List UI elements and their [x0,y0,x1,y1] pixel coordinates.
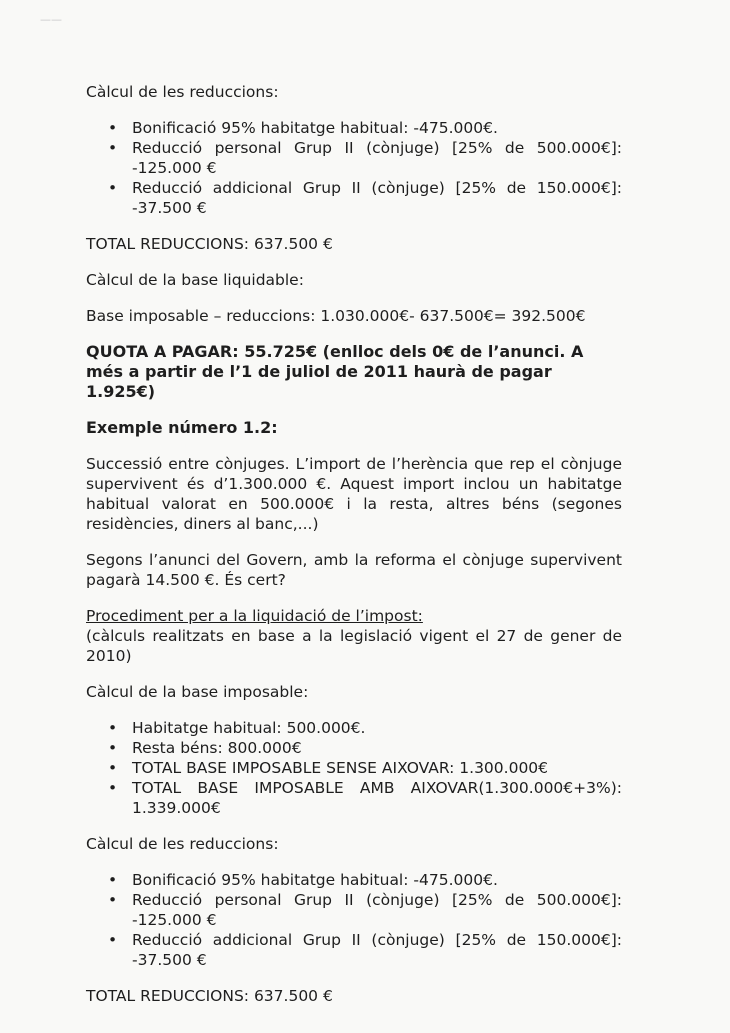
reduccions-list-2 [86,870,622,970]
reduccions-heading-2: Càlcul de les reduccions: [86,835,279,853]
list-item: • TOTAL BASE IMPOSABLE AMB AIXOVAR(1.300.000€+3%): 1.339.000€ [132,778,622,818]
list-item: • Habitatge habitual: 500.000€. [132,718,622,738]
list-item: • Reducció personal Grup II (cònjuge) [25% de 500.000€]: -125.000 € [132,138,622,178]
list-item: • Resta béns: 800.000€ [132,738,622,758]
scan-mark: —— [40,13,62,26]
list-item: • Bonificació 95% habitatge habitual: -475.000€. [132,870,622,890]
base-liquidable-heading: Càlcul de la base liquidable: [86,271,304,289]
quota-a-pagar: QUOTA A PAGAR: 55.725€ (enlloc dels 0€ de l’anunci. A més a partir de l’1 de juliol de 2011 haurà de pagar 1.925€) [86,342,584,401]
reduccions-heading-1: Càlcul de les reduccions: [86,83,279,101]
list-item: • Bonificació 95% habitatge habitual: -475.000€. [132,118,622,138]
list-item: • TOTAL BASE IMPOSABLE SENSE AIXOVAR: 1.300.000€ [132,758,622,778]
list-item: • Reducció addicional Grup II (cònjuge) [25% de 150.000€]: -37.500 € [132,930,622,970]
reduccions-list-1 [86,118,622,218]
procedure-title: Procediment per a la liquidació de l’impost: [86,607,423,625]
example-description: Successió entre cònjuges. L’import de l’herència que rep el cònjuge supervivent és d’1.300.000 €. Aquest import inclou un habitatge habitual valorat en 500.000€ i la resta, altres béns (segones residències, diners al banc,...) [86,455,622,533]
example-title: Exemple número 1.2: [86,418,278,437]
document-body [86,82,622,1022]
base-liquidable-calc: Base imposable – reduccions: 1.030.000€- 637.500€= 392.500€ [86,307,586,325]
list-item: • Reducció addicional Grup II (cònjuge) [25% de 150.000€]: -37.500 € [132,178,622,218]
total-reduccions-2: TOTAL REDUCCIONS: 637.500 € [86,987,333,1005]
procedure-block [86,606,622,666]
base-imposable-list [86,718,622,818]
total-reduccions-1: TOTAL REDUCCIONS: 637.500 € [86,235,333,253]
example-question: Segons l’anunci del Govern, amb la reforma el cònjuge supervivent pagarà 14.500 €. És cert? [86,551,622,589]
base-imposable-heading: Càlcul de la base imposable: [86,683,309,701]
procedure-note: (càlculs realitzats en base a la legislació vigent el 27 de gener de 2010) [86,627,622,665]
list-item: • Reducció personal Grup II (cònjuge) [25% de 500.000€]: -125.000 € [132,890,622,930]
